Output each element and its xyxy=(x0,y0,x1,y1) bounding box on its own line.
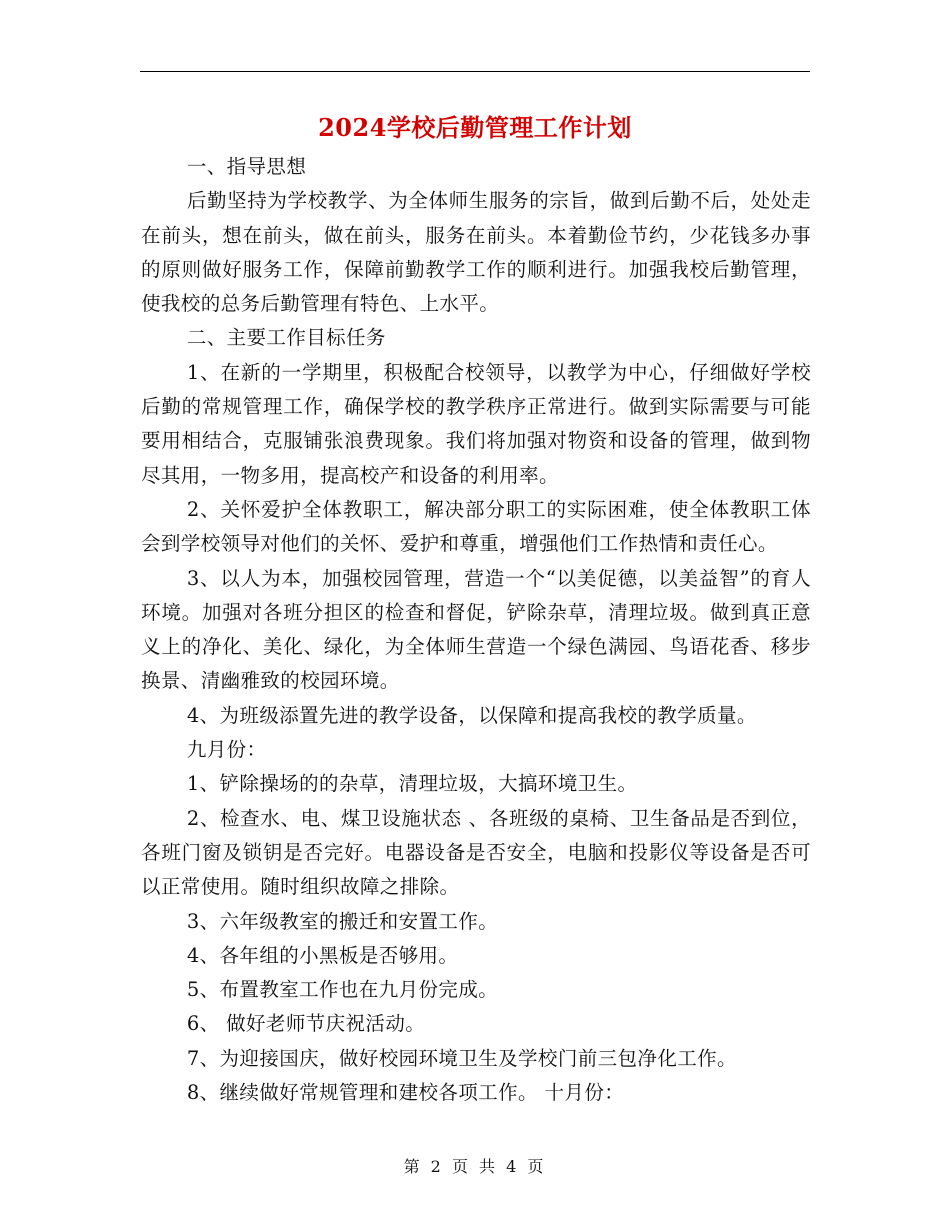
header-rule xyxy=(140,71,810,72)
september-item-3: 3、六年级教室的搬迁和安置工作。 xyxy=(186,909,499,933)
september-item-6: 6、 做好老师节庆祝活动。 xyxy=(186,1012,426,1036)
september-item-7: 7、为迎接国庆，做好校园环境卫生及学校门前三包净化工作。 xyxy=(186,1046,737,1070)
goal-item-2: 2、关怀爱护全体教职工，解决部分职工的实际困难，使全体教职工体会到学校领导对他们的关怀、爱护和尊重，增强他们工作热情和责任心。 xyxy=(141,497,811,556)
month-heading-september: 九月份： xyxy=(186,738,267,762)
document-body xyxy=(141,150,811,1110)
goal-item-1: 1、在新的一学期里，积极配合校领导，以教学为中心，仔细做好学校后勤的常规管理工作，确保学校的教学秩序正常进行。做到实际需要与可能要用相结合，克服铺张浪费现象。我们将加强对物资和设备的管理，做到物尽其用，一物多用，提高校产和设备的利用率。 xyxy=(141,360,811,487)
september-item-1: 1、铲除操场的的杂草，清理垃圾，大搞环境卫生。 xyxy=(186,772,638,796)
section-heading-main-goals: 二、主要工作目标任务 xyxy=(186,326,386,350)
september-item-8: 8、继续做好常规管理和建校各项工作。 十月份： xyxy=(186,1081,625,1105)
paragraph-guiding-ideology: 后勤坚持为学校教学、为全体师生服务的宗旨，做到后勤不后，处处走在前头，想在前头，做在前头，服务在前头。本着勤俭节约，少花钱多办事的原则做好服务工作，保障前勤教学工作的顺利进行。加强我校后勤管理，使我校的总务后勤管理有特色、上水平。 xyxy=(141,189,811,316)
september-item-2: 2、检查水、电、煤卫设施状态 、各班级的桌椅、卫生备品是否到位，各班门窗及锁钥是否完好。电器设备是否安全，电脑和投影仪等设备是否可以正常使用。随时组织故障之排除。 xyxy=(141,806,811,899)
section-heading-guiding-ideology: 一、指导思想 xyxy=(186,155,307,178)
page-number-footer: 第 2 页 共 4 页 xyxy=(403,1157,547,1176)
goal-item-4: 4、为班级添置先进的教学设备，以保障和提高我校的教学质量。 xyxy=(186,703,757,727)
september-item-5: 5、布置教室工作也在九月份完成。 xyxy=(186,978,499,1002)
document-title: 2024学校后勤管理工作计划 xyxy=(318,113,632,142)
goal-item-3: 3、以人为本，加强校园管理，营造一个“以美促德，以美益智”的育人环境。加强对各班分担区的检查和督促，铲除杂草，清理垃圾。做到真正意义上的净化、美化、绿化，为全体师生营造一个绿色满园、鸟语花香、移步换景、清幽雅致的校园环境。 xyxy=(141,566,811,693)
september-item-4: 4、各年组的小黑板是否够用。 xyxy=(186,943,459,967)
